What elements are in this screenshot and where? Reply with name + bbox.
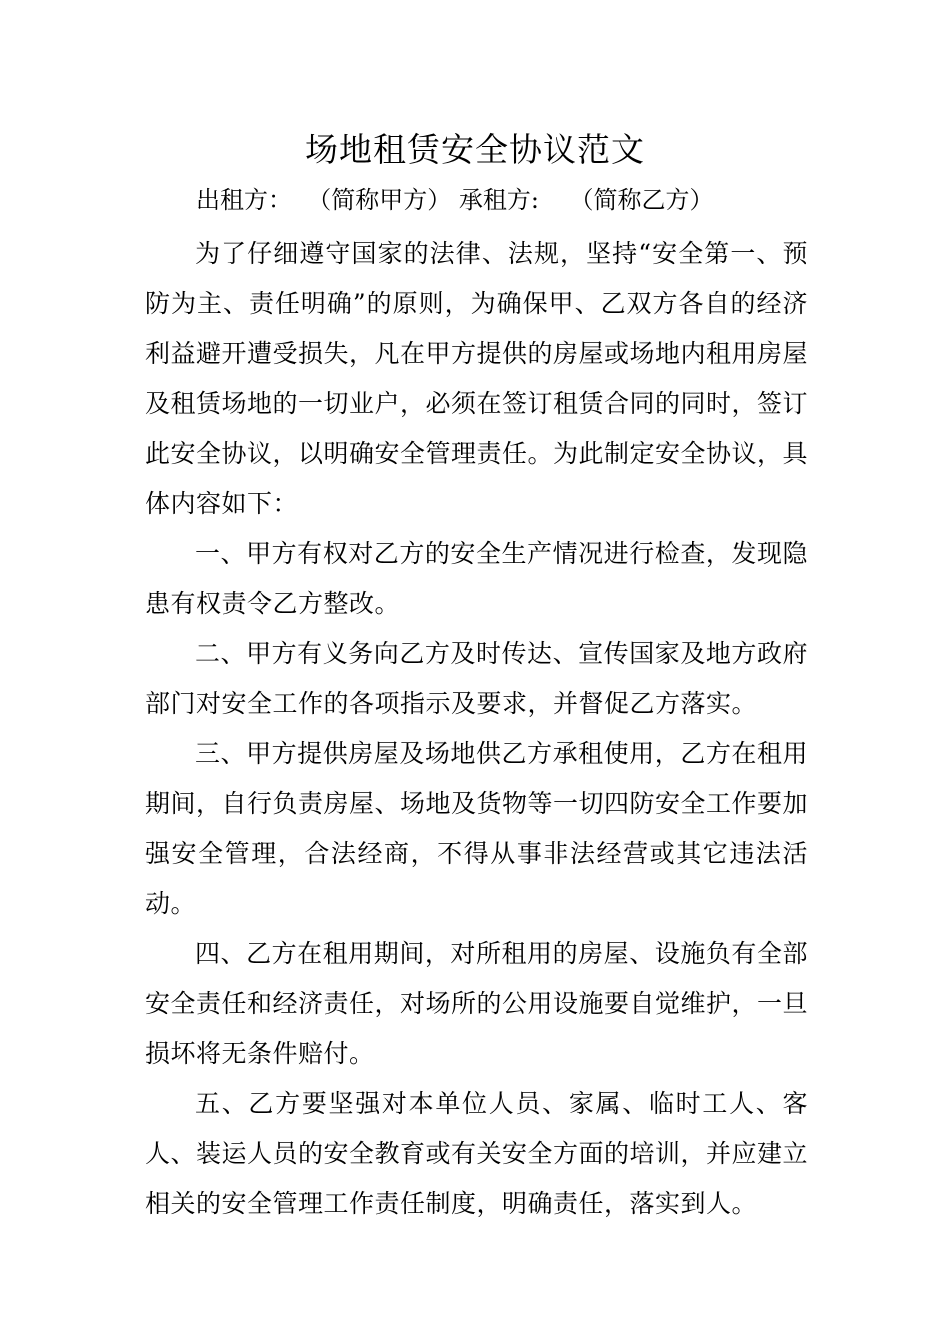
clause-1-paragraph: 一、甲方有权对乙方的安全生产情况进行检查，发现隐患有权责令乙方整改。 (145, 539, 808, 618)
document-body (145, 229, 808, 1229)
parties-line: 出租方： （简称甲方） 承租方: （简称乙方） (196, 186, 714, 214)
intro-paragraph: 为了仔细遵守国家的法律、法规，坚持“安全第一、预防为主、责任明确”的原则，为确保甲、乙双方各自的经济利益避开遭受损失，凡在甲方提供的房屋或场地内租用房屋及租赁场地的一切业户，必须在签订租赁合同的同时，签订此安全协议，以明确安全管理责任。为此制定安全协议，具体内容如下： (145, 239, 809, 518)
clause-5-paragraph: 五、乙方要坚强对本单位人员、家属、临时工人、客人、装运人员的安全教育或有关安全方面的培训，并应建立相关的安全管理工作责任制度，明确责任，落实到人。 (145, 1089, 809, 1218)
clause-4-paragraph: 四、乙方在租用期间，对所租用的房屋、设施负有全部安全责任和经济责任，对场所的公用设施要自觉维护，一旦损坏将无条件赔付。 (145, 939, 809, 1068)
document-title: 场地租赁安全协议范文 (305, 130, 645, 169)
clause-2-paragraph: 二、甲方有义务向乙方及时传达、宣传国家及地方政府部门对安全工作的各项指示及要求，并督促乙方落实。 (145, 639, 808, 718)
clause-3-paragraph: 三、甲方提供房屋及场地供乙方承租使用，乙方在租用期间，自行负责房屋、场地及货物等一切四防安全工作要加强安全管理，合法经商，不得从事非法经营或其它违法活动。 (145, 739, 809, 918)
